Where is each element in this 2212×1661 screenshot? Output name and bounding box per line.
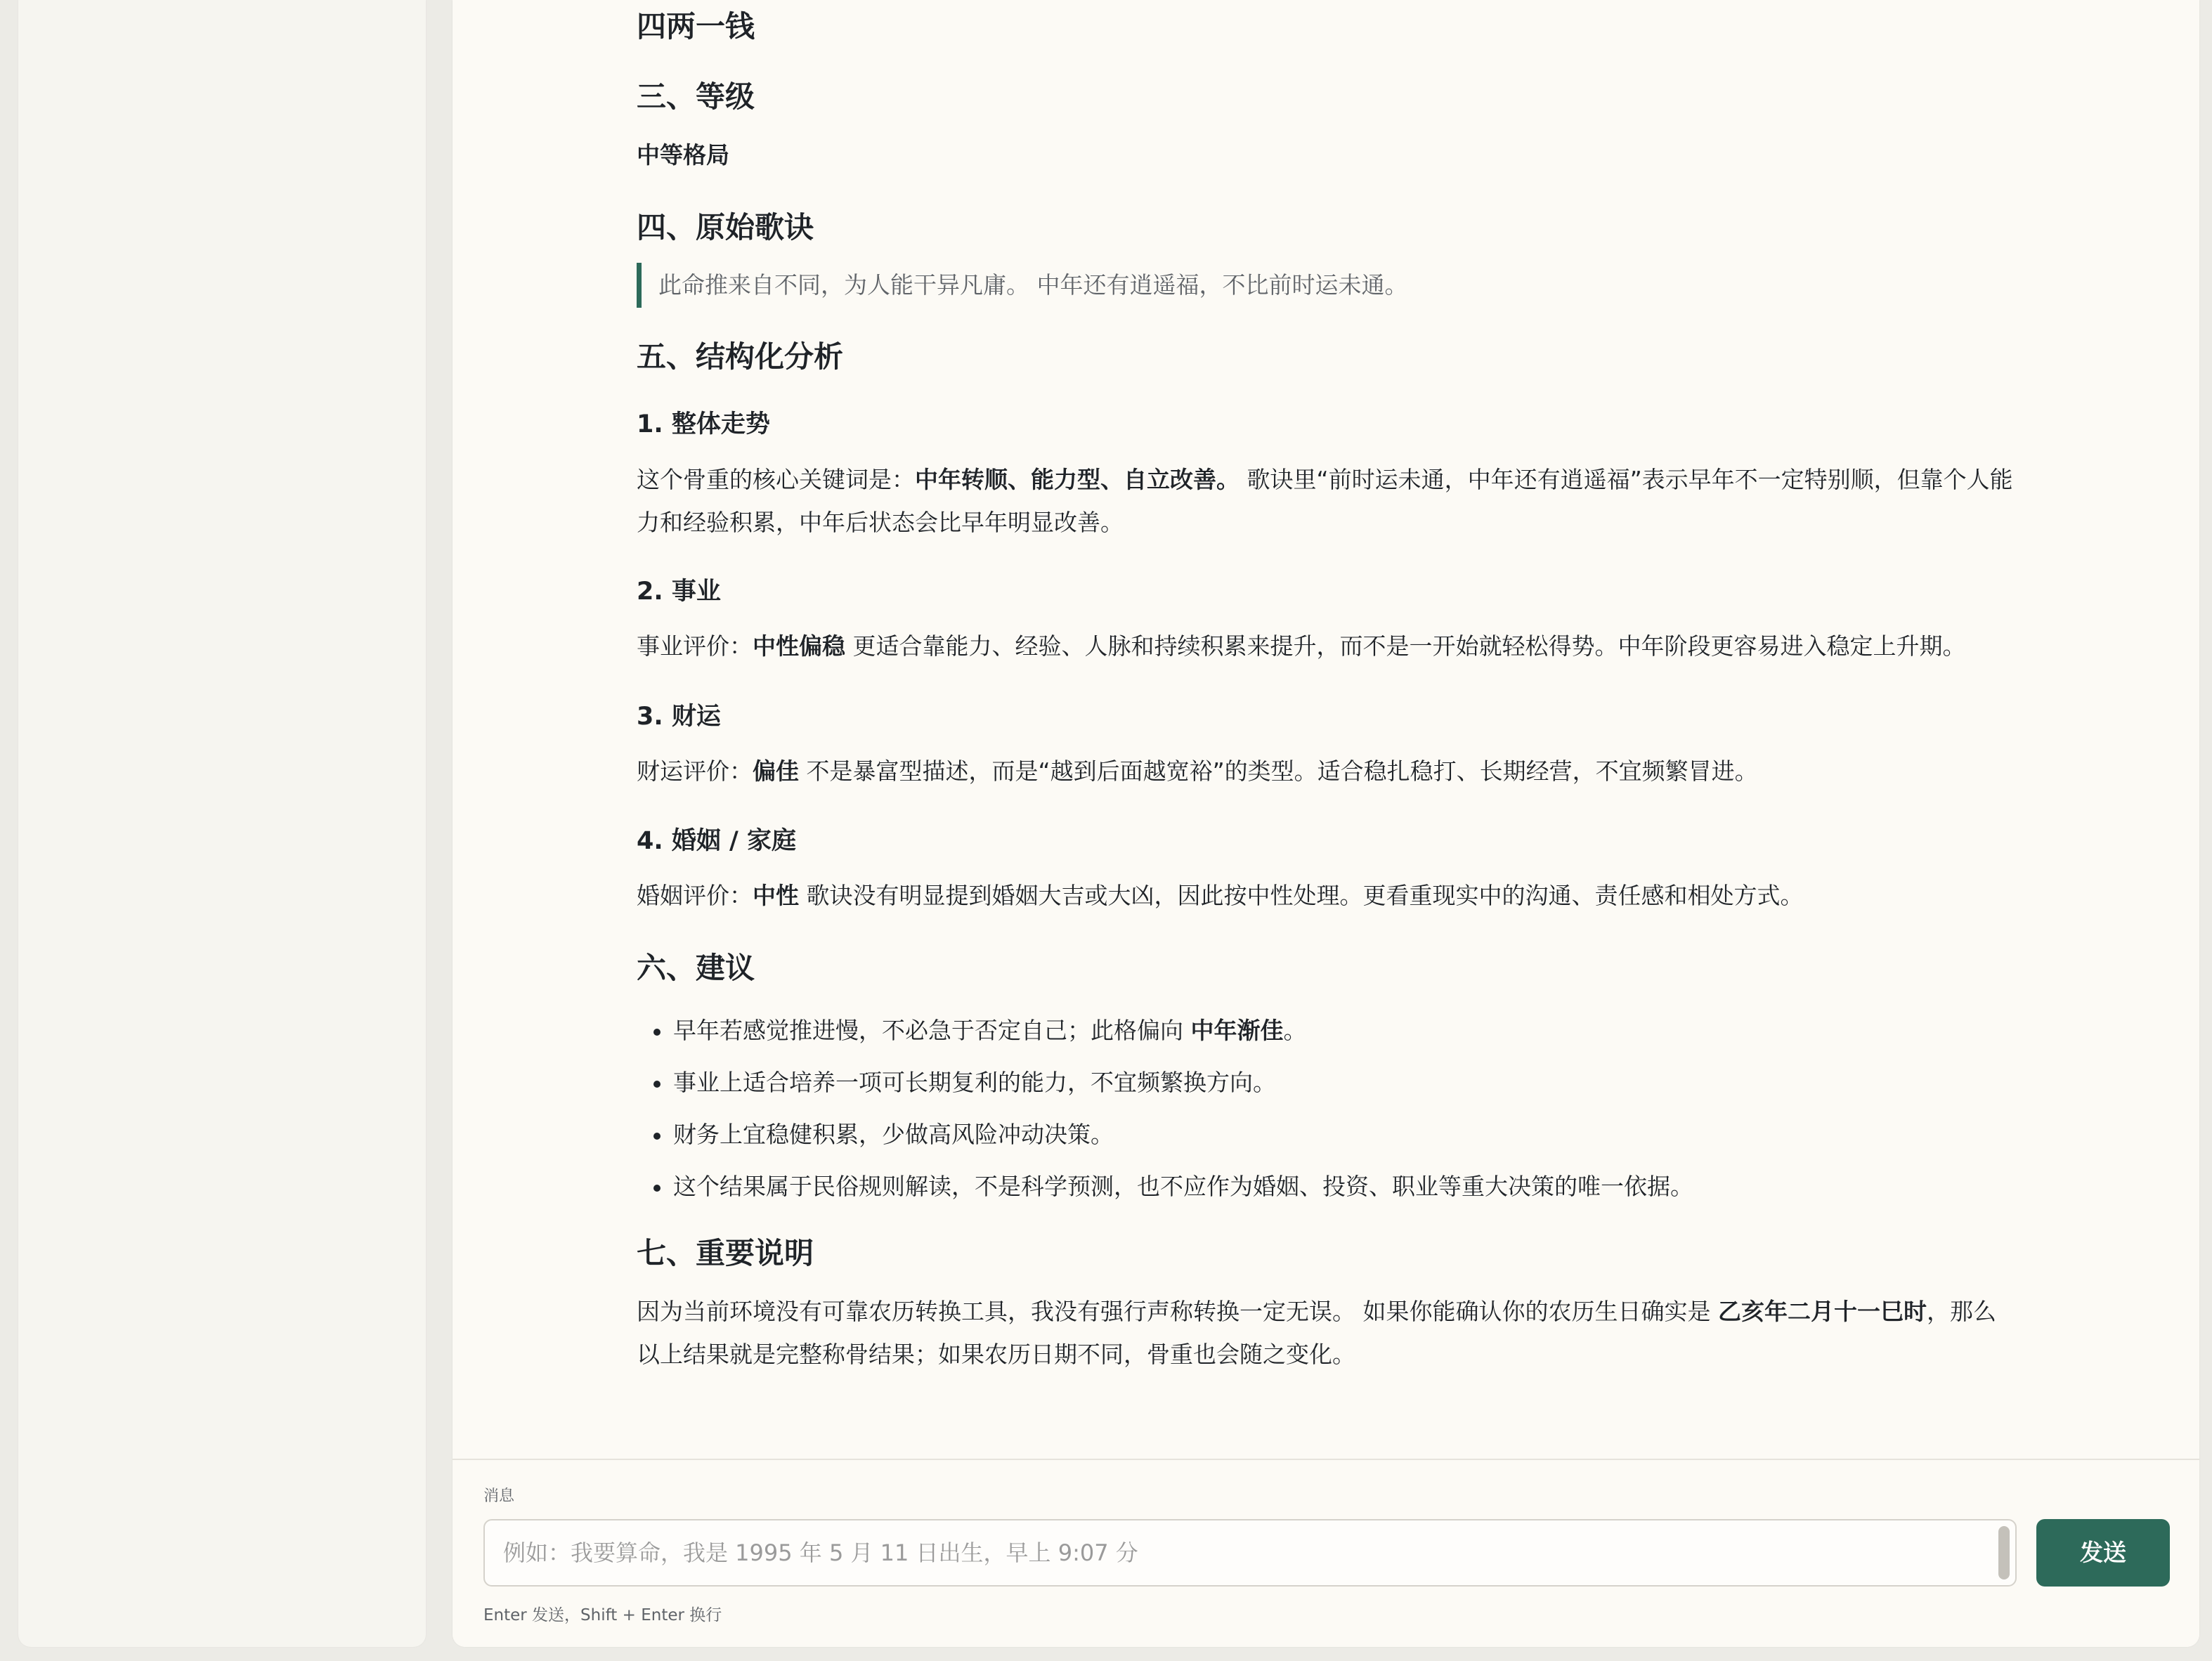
marriage-heading: 4. 婚姻 / 家庭 — [637, 827, 796, 855]
wealth-heading: 3. 财运 — [637, 703, 721, 731]
message-label: 消息 — [483, 1487, 515, 1505]
advice-list — [637, 1005, 1693, 1213]
career-heading: 2. 事业 — [637, 578, 721, 606]
keyboard-hint: Enter 发送，Shift + Enter 换行 — [483, 1606, 722, 1624]
poem-heading: 四、原始歌诀 — [637, 210, 814, 245]
advice-item-1-bold: 中年渐佳 — [1190, 1017, 1284, 1044]
career-paragraph — [637, 625, 2014, 667]
message-area[interactable] — [453, 0, 2199, 1459]
career-text: 更适合靠能力、经验、人脉和持续积累来提升，而不是一开始就轻松得势。中年阶段更容易进入稳定上升期。 — [845, 632, 1966, 660]
marriage-prefix: 婚姻评价： — [637, 882, 753, 909]
note-heading: 七、重要说明 — [637, 1236, 814, 1270]
trend-prefix: 这个骨重的核心关键词是： — [637, 466, 915, 493]
note-bold: 乙亥年二月十一巳时 — [1717, 1298, 1927, 1325]
note-text-1: 因为当前环境没有可靠农历转换工具，我没有强行声称转换一定无误。 如果你能确认你的农历生日确实是 — [637, 1298, 1718, 1325]
analysis-heading: 五、结构化分析 — [637, 339, 844, 374]
level-heading: 三、等级 — [637, 79, 755, 114]
poem-quote — [637, 263, 2014, 308]
poem-text: 此命推来自不同，为人能干异凡庸。 中年还有逍遥福，不比前时运未通。 — [658, 271, 1408, 299]
trend-text: 歌诀里“前时运未通，中年还有逍遥福”表示早年不一定特别顺，但靠个人能力和经验积累，中年后状态会比早年明显改善。 — [637, 466, 2013, 536]
list-item — [637, 1005, 1693, 1057]
advice-heading: 六、建议 — [637, 951, 755, 985]
trend-paragraph — [637, 458, 2014, 544]
input-placeholder: 例如：我要算命，我是 1995 年 5 月 11 日出生，早上 9:07 分 — [503, 1539, 1138, 1566]
wealth-prefix: 财运评价： — [637, 757, 753, 785]
marriage-text: 歌诀没有明显提到婚姻大吉或大凶，因此按中性处理。更看重现实中的沟通、责任感和相处方式。 — [799, 882, 1804, 909]
wealth-rating: 偏佳 — [753, 757, 799, 785]
marriage-paragraph — [637, 874, 2014, 917]
sidebar — [18, 0, 426, 1647]
trend-keywords: 中年转顺、能力型、自立改善。 — [915, 466, 1240, 493]
advice-item-1-text: 早年若感觉推进慢，不必急于否定自己；此格偏向 — [673, 1017, 1191, 1044]
advice-item-1-end: 。 — [1283, 1017, 1307, 1044]
career-rating: 中性偏稳 — [753, 632, 845, 660]
list-item: 事业上适合培养一项可长期复利的能力，不宜频繁换方向。 — [637, 1057, 1693, 1109]
note-text-2: ，那么以上结果就是完整称骨结果；如果农历日期不同，骨重也会随之变化。 — [637, 1298, 1996, 1368]
send-button[interactable]: 发送 — [2036, 1519, 2170, 1587]
composer — [453, 1459, 2199, 1647]
list-item: 财务上宜稳健积累，少做高风险冲动决策。 — [637, 1109, 1693, 1161]
level-value: 中等格局 — [637, 141, 729, 169]
wealth-paragraph — [637, 750, 2014, 793]
list-item: 这个结果属于民俗规则解读，不是科学预测，也不应作为婚姻、投资、职业等重大决策的唯一依据。 — [637, 1161, 1693, 1213]
marriage-rating: 中性 — [753, 882, 799, 909]
trend-heading: 1. 整体走势 — [637, 410, 770, 438]
wealth-text: 不是暴富型描述，而是“越到后面越宽裕”的类型。适合稳扎稳打、长期经营，不宜频繁冒进。 — [799, 757, 1758, 785]
career-prefix: 事业评价： — [637, 632, 753, 660]
input-scrollbar[interactable] — [1998, 1526, 2010, 1579]
message-input[interactable] — [483, 1519, 2017, 1587]
chat-panel — [453, 0, 2199, 1647]
weight-heading: 四两一钱 — [637, 9, 755, 44]
note-paragraph — [637, 1290, 2014, 1376]
